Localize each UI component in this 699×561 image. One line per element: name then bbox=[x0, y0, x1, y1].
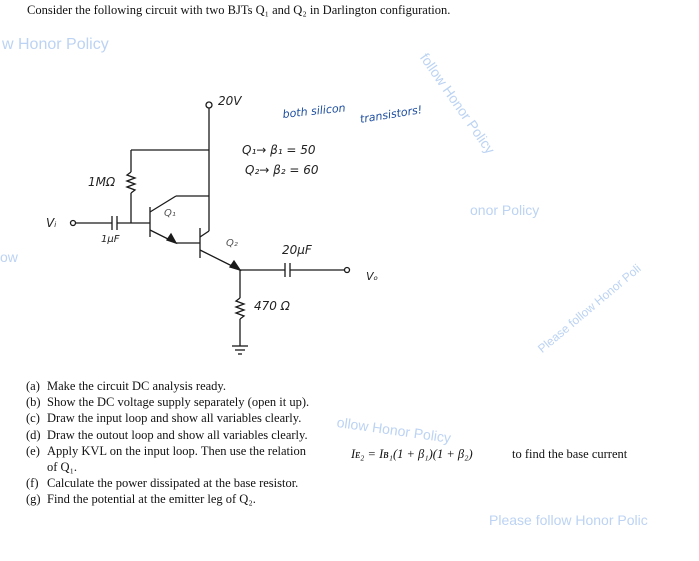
emitter-current-formula: Iᴇ₂ = Iʙ₁(1 + β₁)(1 + β₂) bbox=[351, 447, 473, 461]
vcc-terminal bbox=[206, 102, 212, 108]
watermark: ollow Honor Policy bbox=[335, 414, 453, 446]
problem-title: Consider the following circuit with two BJTs Q₁ and Q₂ in Darlington configuration. bbox=[27, 3, 451, 17]
emitter-resistor bbox=[236, 298, 244, 319]
formula-tail-text: to find the base current bbox=[512, 447, 628, 461]
vcc-label: 20V bbox=[218, 94, 242, 108]
note-silicon: both silicon bbox=[282, 101, 347, 121]
vout-label: Vₒ bbox=[366, 270, 379, 283]
watermark: w Honor Policy bbox=[2, 36, 109, 53]
cin-label: 1µF bbox=[101, 234, 120, 245]
beta2-label: Q₂→ β₂ = 60 bbox=[245, 163, 319, 177]
watermark: Please follow Honor Polic bbox=[489, 512, 648, 528]
cout-label: 20µF bbox=[282, 243, 312, 257]
question-b: (b) Show the DC voltage supply separately (open it up). bbox=[26, 395, 310, 410]
vin-label: Vᵢ bbox=[46, 216, 57, 230]
note-transistors: transistors! bbox=[359, 103, 424, 126]
base-resistor bbox=[127, 172, 135, 193]
q1-label: Q₁ bbox=[164, 208, 176, 219]
beta1-label: Q₁→ β₁ = 50 bbox=[242, 143, 316, 157]
question-f: (f) Calculate the power dissipated at the base resistor. bbox=[26, 476, 299, 491]
re-label: 470 Ω bbox=[254, 299, 290, 313]
output-terminal bbox=[345, 268, 350, 273]
question-d: (d) Draw the outout loop and show all variables clearly. bbox=[26, 427, 308, 442]
question-e: (e) Apply KVL on the input loop. Then use the relation bbox=[26, 443, 306, 458]
rb-label: 1MΩ bbox=[88, 175, 116, 189]
watermark: ow bbox=[0, 249, 18, 265]
watermark: Please follow Honor Poli bbox=[535, 261, 644, 356]
question-e-continued: of Q₁. bbox=[47, 460, 78, 475]
question-g: (g) Find the potential at the emitter leg of Q₂. bbox=[26, 492, 256, 507]
question-list bbox=[26, 378, 309, 508]
question-a: (a) Make the circuit DC analysis ready. bbox=[26, 379, 226, 393]
watermark: onor Policy bbox=[470, 202, 540, 218]
watermark: follow Honor Policy bbox=[416, 50, 499, 157]
input-terminal bbox=[71, 221, 76, 226]
question-c: (c) Draw the input loop and show all variables clearly. bbox=[26, 411, 302, 426]
q2-label: Q₂ bbox=[226, 238, 238, 249]
